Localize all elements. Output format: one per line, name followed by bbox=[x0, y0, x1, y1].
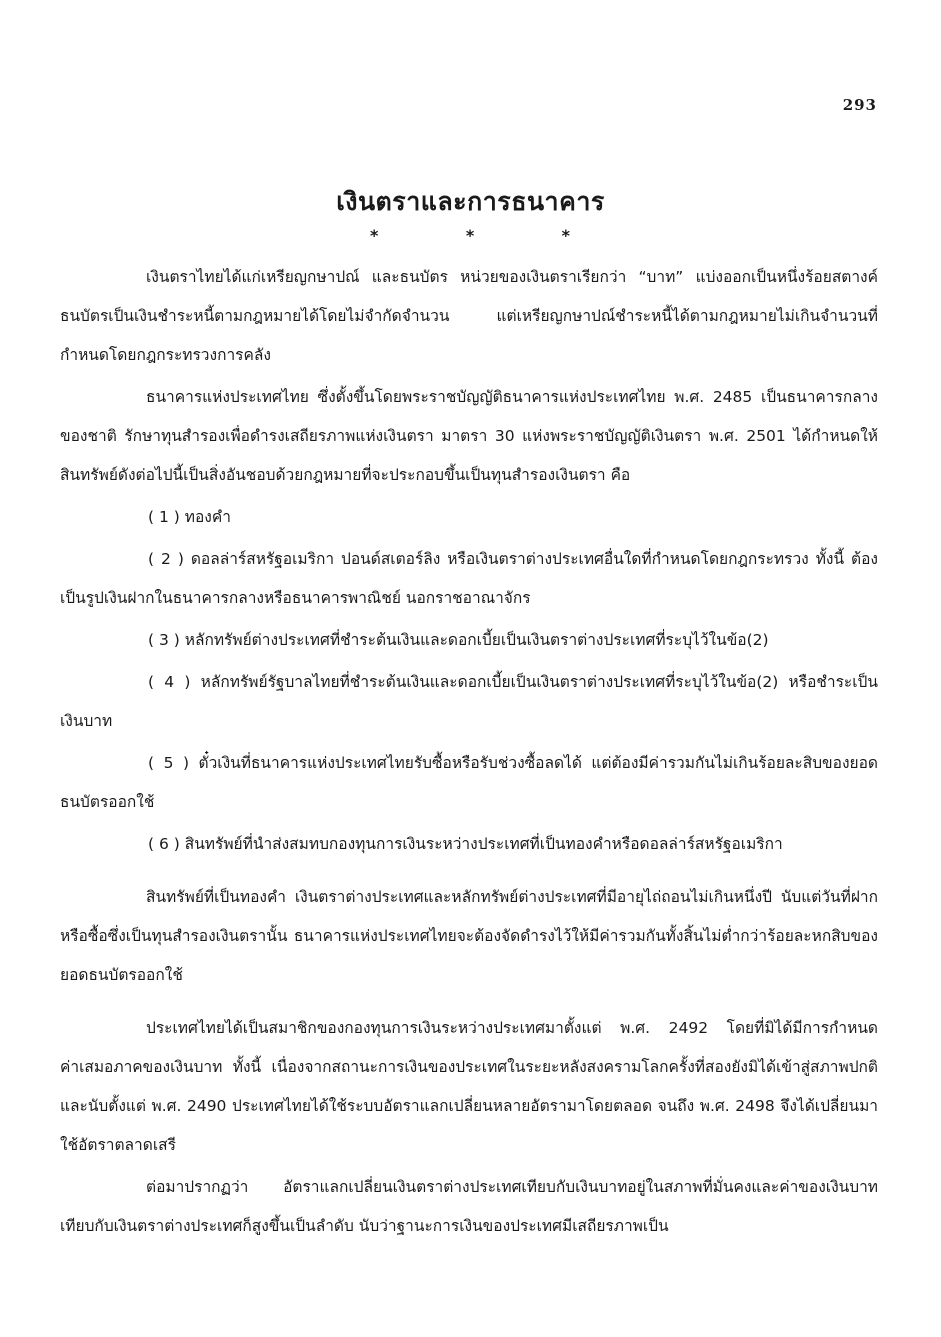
section-separator bbox=[370, 226, 570, 245]
list-item-imf-assets: ( 6 ) สินทรัพย์ที่นำส่งสมทบกองทุนการเงินระหว่างประเทศที่เป็นทองคำหรือดอลล่าร์สหรัฐอเมริกา bbox=[148, 835, 783, 853]
paragraph-reserve-ratio: สินทรัพย์ที่เป็นทองคำ เงินตราต่างประเทศและหลักทรัพย์ต่างประเทศที่มีอายุไถ่ถอนไม่เกินหนึ่งปี นับแต่วันที่ฝากหรือซื้อซึ่งเป็นทุนสำรองเงินตรานั้น ธนาคารแห่งประเทศไทยจะต้องจัดดำรงไว้ให้มีค่ารวมกันทั้งสิ้นไม่ต่ำกว่าร้อยละหกสิบของยอดธนบัตรออกใช้ bbox=[60, 888, 878, 984]
separator-star: * bbox=[370, 226, 379, 245]
separator-star: * bbox=[561, 226, 570, 245]
paragraph-exchange-stability: ต่อมาปรากฏว่า อัตราแลกเปลี่ยนเงินตราต่างประเทศเทียบกับเงินบาทอยู่ในสภาพที่มั่นคงและค่าของเงินบาทเทียบกับเงินตราต่างประเทศก็สูงขึ้นเป็นลำดับ นับว่าฐานะการเงินของประเทศมีเสถียรภาพเป็น bbox=[60, 1178, 878, 1235]
list-item-gold: ( 1 ) ทองคำ bbox=[148, 508, 231, 526]
list-item-foreign-currency: ( 2 ) ดอลล่าร์สหรัฐอเมริกา ปอนด์สเตอร์ลิง หรือเงินตราต่างประเทศอื่นใดที่กำหนดโดยกฎกระทรวง ทั้งนี้ ต้องเป็นรูปเงินฝากในธนาคารกลางหรือธนาคารพาณิชย์ นอกราชอาณาจักร bbox=[60, 550, 878, 607]
paragraph-imf-membership: ประเทศไทยได้เป็นสมาชิกของกองทุนการเงินระหว่างประเทศมาตั้งแต่ พ.ศ. 2492 โดยที่มิได้มีการกำหนดค่าเสมอภาคของเงินบาท ทั้งนี้ เนื่องจากสถานะการเงินของประเทศในระยะหลังสงครามโลกครั้งที่สองยังมิได้เข้าสู่สภาพปกติ และนับตั้งแต่ พ.ศ. 2490 ประเทศไทยได้ใช้ระบบอัตราแลกเปลี่ยนหลายอัตรามาโดยตลอด จนถึง พ.ศ. 2498 จึงได้เปลี่ยนมาใช้อัตราตลาดเสรี bbox=[60, 1019, 878, 1154]
list-item-foreign-securities: ( 3 ) หลักทรัพย์ต่างประเทศที่ชำระต้นเงินและดอกเบี้ยเป็นเงินตราต่างประเทศที่ระบุไว้ในข้อ(2) bbox=[148, 631, 769, 649]
paragraph-currency-intro: เงินตราไทยได้แก่เหรียญกษาปณ์ และธนบัตร หน่วยของเงินตราเรียกว่า “บาท” แบ่งออกเป็นหนึ่งร้อยสตางค์ ธนบัตรเป็นเงินชำระหนี้ตามกฎหมายได้โดยไม่จำกัดจำนวน แต่เหรียญกษาปณ์ชำระหนี้ได้ตามกฎหมายไม่เกินจำนวนที่กำหนดโดยกฎกระทรวงการคลัง bbox=[60, 268, 878, 364]
paragraph-central-bank: ธนาคารแห่งประเทศไทย ซึ่งตั้งขึ้นโดยพระราชบัญญัติธนาคารแห่งประเทศไทย พ.ศ. 2485 เป็นธนาคารกลางของชาติ รักษาทุนสำรองเพื่อดำรงเสถียรภาพแห่งเงินตรา มาตรา 30 แห่งพระราชบัญญัติเงินตรา พ.ศ. 2501 ได้กำหนดให้สินทรัพย์ดังต่อไปนี้เป็นสิ่งอันชอบด้วยกฎหมายที่จะประกอบขึ้นเป็นทุนสำรองเงินตรา คือ bbox=[60, 388, 878, 484]
separator-star: * bbox=[465, 226, 475, 245]
list-item-bills: ( 5 ) ตั๋วเงินที่ธนาคารแห่งประเทศไทยรับซื้อหรือรับช่วงซื้อลดได้ แต่ต้องมีค่ารวมกันไม่เกินร้อยละสิบของยอดธนบัตรออกใช้ bbox=[60, 754, 878, 811]
page-title: เงินตราและการธนาคาร bbox=[336, 187, 605, 216]
list-item-thai-government-securities: ( 4 ) หลักทรัพย์รัฐบาลไทยที่ชำระต้นเงินและดอกเบี้ยเป็นเงินตราต่างประเทศที่ระบุไว้ในข้อ(2) หรือชำระเป็นเงินบาท bbox=[60, 673, 878, 730]
document-body bbox=[60, 258, 878, 1246]
page-number: 293 bbox=[842, 96, 877, 114]
